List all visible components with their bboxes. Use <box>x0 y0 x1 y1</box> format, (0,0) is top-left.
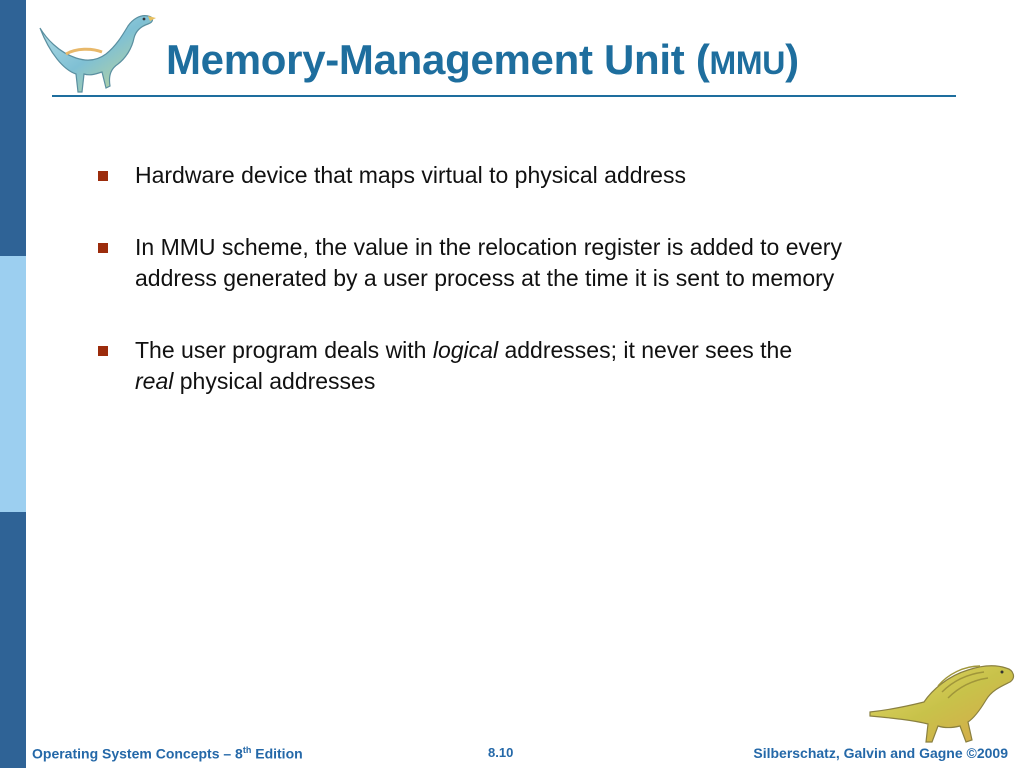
dinosaur-icon <box>36 8 162 98</box>
bullet-emphasis-logical: logical <box>432 337 499 363</box>
bullet-marker <box>98 243 108 253</box>
footer-edition-text: Edition <box>251 745 303 762</box>
sidebar-highlight <box>0 256 26 512</box>
bullet-item <box>96 335 906 397</box>
bullet-text-part: addresses; it never sees the <box>498 337 793 363</box>
left-sidebar-bar <box>0 0 26 768</box>
title-main: Memory-Management Unit ( <box>166 36 710 83</box>
slide-title <box>166 36 799 84</box>
footer-slide-number: 8.10 <box>488 745 514 760</box>
footer-superscript: th <box>242 745 252 755</box>
bullet-marker <box>98 346 108 356</box>
bullet-text: Hardware device that maps virtual to physical address <box>135 162 686 188</box>
title-abbreviation: MMU <box>709 45 786 81</box>
title-underline <box>52 95 956 97</box>
bullet-list <box>96 160 906 397</box>
bullet-text-part: physical addresses <box>173 368 376 394</box>
bullet-text: In MMU scheme, the value in the relocation register is added to every address generated by a user process at the time it is sent to memory <box>135 234 842 291</box>
bullet-marker <box>98 171 108 181</box>
bullet-text-part: The user program deals with <box>135 337 433 363</box>
bullet-item <box>96 232 906 294</box>
bullet-emphasis-real: real <box>135 368 174 394</box>
title-close: ) <box>785 36 799 83</box>
dinosaur-icon <box>868 656 1018 748</box>
footer-book-title-text: Operating System Concepts – 8 <box>32 745 243 762</box>
footer-copyright: Silberschatz, Galvin and Gagne ©2009 <box>753 745 1008 761</box>
footer-book-title <box>32 745 303 762</box>
bullet-item <box>96 160 906 191</box>
